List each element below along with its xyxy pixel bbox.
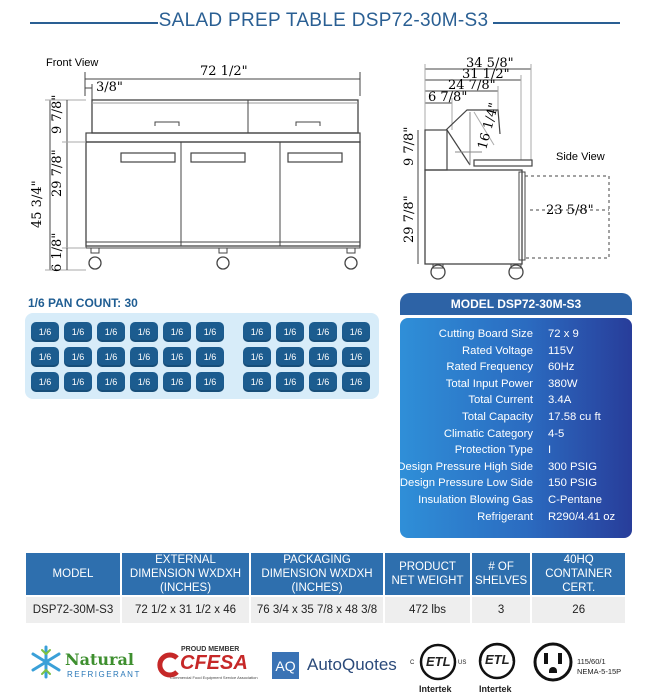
pan-cell: 1/6 [97,347,125,367]
spec-table [26,553,625,623]
etl-mark-1-c: C [410,660,415,666]
etl-mark-2-maker: Intertek [479,684,512,694]
spec-value: 4-5 [548,427,565,440]
pan-cell: 1/6 [31,347,59,367]
spec-row [400,394,632,410]
spec-key: Total Input Power [445,377,533,390]
table-header: EXTERNAL DIMENSION WXDXH (INCHES) [121,553,250,596]
nema-plug-icon [532,641,574,683]
front-view-label: Front View [46,57,99,69]
spec-key: Refrigerant [477,510,533,523]
spec-value: I [548,444,552,457]
spec-key: Cutting Board Size [438,328,533,340]
pan-cell: 1/6 [342,322,370,342]
page-title: SALAD PREP TABLE DSP72-30M-S3 [158,10,489,31]
table-header-row [26,553,625,596]
pan-cell: 1/6 [342,347,370,367]
front-overall-height-dim: 45 3/4" [30,180,45,228]
pan-cell: 1/6 [309,322,337,342]
table-cell: 472 lbs [384,596,471,623]
etl-mark-1-maker: Intertek [419,684,452,694]
side-depth-total-dim: 34 5/8" [466,56,514,71]
table-row [26,596,625,623]
pan-cell: 1/6 [276,322,304,342]
side-depth-rail-dim: 6 7/8" [428,90,468,105]
pan-cell: 1/6 [276,347,304,367]
pan-cell: 1/6 [243,372,271,392]
side-door-open-dim: 23 5/8" [546,203,594,218]
spec-key: Rated Frequency [446,361,533,374]
pan-cell: 1/6 [163,347,191,367]
pan-cell: 1/6 [243,322,271,342]
spec-row [400,361,632,377]
spec-key: Rated Voltage [462,344,533,357]
front-edge-dim: 3/8" [96,80,123,95]
pan-cell: 1/6 [276,372,304,392]
natural-logo-text: Natural [65,650,134,669]
etl-mark-1-us: US [458,660,467,666]
table-cell: DSP72-30M-S3 [26,596,121,623]
plug-rating: 115/60/1 [577,657,606,666]
pan-count-title: 1/6 PAN COUNT: 30 [28,296,138,310]
etl-mark-1-text: ETL [426,654,451,669]
spec-value: 60Hz [548,361,575,374]
front-caster-height-dim: 6 1/8" [50,232,65,272]
pan-cell: 1/6 [196,347,224,367]
side-body-height-dim: 29 7/8" [402,195,417,243]
spec-row [400,511,632,527]
table-header: # OF SHELVES [471,553,531,596]
plug-nema: NEMA-5-15P [577,667,622,676]
natural-logo-sub: REFRIGERANT [67,670,141,679]
table-header: 40HQ CONTAINER CERT. [531,553,625,596]
table-cell: 3 [471,596,531,623]
etl-mark-2-text: ETL [485,652,510,667]
pan-cell: 1/6 [130,322,158,342]
autoquotes-badge: AQ [272,652,299,679]
cfesa-proud: PROUD MEMBER [181,646,240,653]
cfesa-logo-text: CFESA [180,652,248,674]
table-header: PACKAGING DIMENSION WXDXH (INCHES) [250,553,384,596]
pan-cell: 1/6 [163,372,191,392]
side-lid-depth-dim: 16 1/4" [475,101,503,152]
cfesa-logo-sub: Commercial Food Equipment Service Association [170,675,258,680]
pan-cell: 1/6 [97,322,125,342]
spec-key: Design Pressure Low Side [399,477,533,490]
front-top-height-dim: 9 7/8" [50,94,65,134]
spec-key: Protection Type [454,444,533,457]
spec-row [400,411,632,427]
table-cell: 26 [531,596,625,623]
spec-value: 72 x 9 [548,328,579,340]
spec-value: C-Pentane [548,494,603,506]
spec-row [400,494,632,510]
pan-cell: 1/6 [64,347,92,367]
table-header: PRODUCT NET WEIGHT [384,553,471,596]
spec-row [400,328,632,344]
snowflake-icon [28,644,64,680]
spec-key: Design Pressure High Side [397,460,533,473]
spec-value: 300 PSIG [548,460,597,473]
pan-cell: 1/6 [64,322,92,342]
spec-key: Climatic Category [443,427,533,440]
table-cell: 76 3/4 x 35 7/8 x 48 3/8 [250,596,384,623]
technical-drawing [0,40,647,290]
spec-row [400,477,632,493]
spec-row [400,444,632,460]
spec-row [400,428,632,444]
spec-value: R290/4.41 oz [548,510,616,523]
side-depth-body-dim: 31 1/2" [462,67,510,82]
spec-title: MODEL DSP72-30M-S3 [400,293,632,315]
pan-cell: 1/6 [196,322,224,342]
pan-layout [25,313,379,399]
spec-panel [397,318,632,538]
pan-grid-right [243,322,370,392]
pan-grid-left [31,322,224,392]
pan-cell: 1/6 [31,372,59,392]
pan-cell: 1/6 [243,347,271,367]
front-body-height-dim: 29 7/8" [50,149,65,197]
autoquotes-logo-text: AutoQuotes [307,655,397,674]
pan-cell: 1/6 [130,372,158,392]
side-depth-top-dim: 24 7/8" [448,78,496,93]
front-width-dim: 72 1/2" [200,64,248,79]
spec-value: 17.58 cu ft [548,411,601,423]
spec-row [400,345,632,361]
pan-cell: 1/6 [196,372,224,392]
table-header: MODEL [26,553,121,596]
pan-cell: 1/6 [163,322,191,342]
spec-value: 150 PSIG [548,477,597,490]
spec-value: 380W [548,377,578,390]
pan-cell: 1/6 [130,347,158,367]
spec-row [400,378,632,394]
pan-cell: 1/6 [309,372,337,392]
pan-cell: 1/6 [64,372,92,392]
side-top-height-dim: 9 7/8" [402,126,417,166]
pan-cell: 1/6 [97,372,125,392]
pan-cell: 1/6 [309,347,337,367]
pan-cell: 1/6 [342,372,370,392]
side-view-label: Side View [556,151,605,163]
spec-value: 3.4A [548,394,572,407]
spec-key: Total Current [468,394,533,407]
spec-row [397,460,632,477]
spec-value: 115V [548,344,574,357]
table-cell: 72 1/2 x 31 1/2 x 46 [121,596,250,623]
spec-key: Total Capacity [462,411,533,423]
pan-cell: 1/6 [31,322,59,342]
spec-key: Insulation Blowing Gas [418,494,533,506]
